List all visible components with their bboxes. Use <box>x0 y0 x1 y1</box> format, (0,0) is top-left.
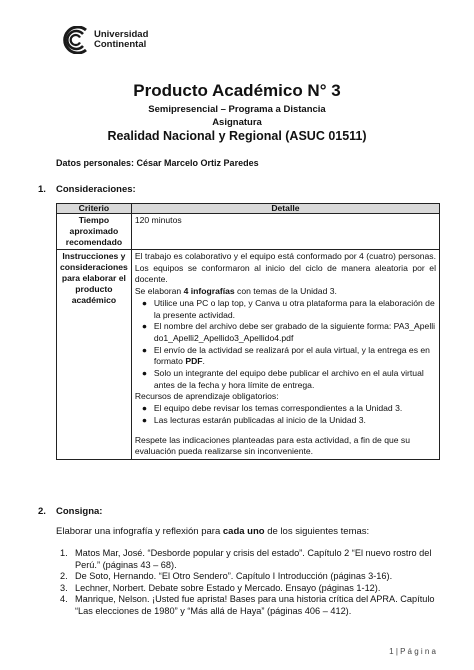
list-item <box>142 415 436 427</box>
logo-line2: Continental <box>94 39 147 50</box>
bullet-text: Las lecturas estarán publicadas al inicio de la Unidad 3. <box>153 414 366 425</box>
subject-label: Asignatura <box>212 117 262 128</box>
infografias-bold: 4 infografías <box>183 286 235 297</box>
detail-paragraph: El trabajo es colaborativo y el equipo está conformado por 4 (cuatro) personas. Los equipos se conformaron al inicio del ciclo de manera aleatoria por el docente. <box>134 251 436 285</box>
logo-line1: Universidad <box>94 29 149 40</box>
bullet-text: Solo un integrante del equipo debe publicar el archivo en el aula virtual antes de la fecha y hora límite de entrega. <box>153 368 424 390</box>
pdf-bold: PDF <box>185 356 203 367</box>
item-text: Matos Mar, José. “Desborde popular y crisis del estado”. Capítulo 2 “El nuevo rostro del Perú.” (páginas 43 – 68). <box>75 548 432 570</box>
closing-note: Respete las indicaciones planteadas para esta actividad, a fin de que su evaluación pueda realizarse sin inconveniente. <box>134 434 411 457</box>
list-item <box>56 594 436 617</box>
row2-detail <box>131 250 439 460</box>
list-item <box>142 368 436 391</box>
criteria-table <box>56 203 440 460</box>
item-number: 2. <box>60 571 68 581</box>
list-item <box>56 583 436 595</box>
list-item <box>142 321 436 344</box>
personal-data: Datos personales: César Marcelo Ortiz Paredes <box>56 158 259 168</box>
infografias-pre: Se elaboran <box>134 286 184 297</box>
header-criterio: Criterio <box>57 204 132 214</box>
row1-criterion: Tiempo aproximado recomendado <box>57 214 132 250</box>
bullet-text: Utilice una PC o lap top, y Canva u otra plataforma para la elaboración de la presente actividad. <box>153 297 435 320</box>
table-header-row <box>57 204 440 214</box>
bullet-icon: ● <box>141 403 148 414</box>
bullet-icon: ● <box>141 414 148 425</box>
section-2-title: Consigna: <box>56 506 103 517</box>
table-row <box>57 250 440 460</box>
section-1-heading <box>38 184 136 195</box>
bullet-text: El nombre del archivo debe ser grabado de la siguiente forma: PA3_Apellido1_Apelli2_Apellido3_Apellido4.pdf <box>153 321 436 343</box>
list-item <box>142 345 436 368</box>
document-title: Producto Académico N° 3 <box>133 81 341 100</box>
course-name: Realidad Nacional y Regional (ASUC 01511) <box>107 129 367 143</box>
table-row <box>57 214 440 250</box>
list-item <box>142 403 436 415</box>
section-2-heading <box>38 506 102 517</box>
pdf-pre: El envío de la actividad se realizará por el aula virtual, y la entrega es en formato <box>153 344 430 367</box>
section-2-number: 2. <box>38 506 46 517</box>
intro-pre: Elaborar una infografía y reflexión para <box>56 526 223 537</box>
row1-detail: 120 minutos <box>131 214 439 250</box>
bullet-text: El equipo debe revisar los temas correspondientes a la Unidad 3. <box>153 403 403 414</box>
list-item <box>142 298 436 321</box>
bullet-icon: ● <box>141 321 148 332</box>
readings-list <box>56 548 436 617</box>
bullet-icon: ● <box>141 297 148 308</box>
detail-infografias <box>135 286 436 298</box>
section-1-number: 1. <box>38 184 46 195</box>
row2-criterion: Instrucciones y consideraciones para elaborar el producto académico <box>57 250 132 460</box>
intro-bold: cada uno <box>222 526 265 537</box>
infografias-post: con temas de la Unidad 3. <box>234 286 337 297</box>
item-number: 4. <box>60 594 68 604</box>
item-text: De Soto, Hernando. “El Otro Sendero”. Capítulo I Introducción (páginas 3-16). <box>75 571 393 581</box>
pdf-post: . <box>202 356 205 367</box>
resources-heading: Recursos de aprendizaje obligatorios: <box>134 391 279 402</box>
header-detalle: Detalle <box>131 204 439 214</box>
list-item <box>56 571 436 583</box>
intro-post: de los siguientes temas: <box>264 526 370 537</box>
item-number: 3. <box>60 582 68 593</box>
item-number: 1. <box>60 548 68 558</box>
modality-subtitle: Semipresencial – Programa a Distancia <box>148 104 326 115</box>
item-text: Lechner, Norbert. Debate sobre Estado y Mercado. Ensayo (páginas 1-12). <box>75 582 381 593</box>
university-logo <box>56 26 148 54</box>
consigna-intro <box>56 526 369 537</box>
section-1-title: Consideraciones: <box>56 184 136 195</box>
list-item <box>56 548 436 571</box>
bullet-icon: ● <box>141 344 148 355</box>
item-text: Manrique, Nelson. ¡Usted fue aprista! Bases para una historia crítica del APRA. Capítulo “Las elecciones de 1980” y “Más allá de Haya” (páginas 406 – 412). <box>75 594 435 616</box>
logo-mark-icon <box>56 26 88 54</box>
bullet-icon: ● <box>141 368 148 379</box>
page-number: 1 | P á g i n a <box>389 647 436 656</box>
